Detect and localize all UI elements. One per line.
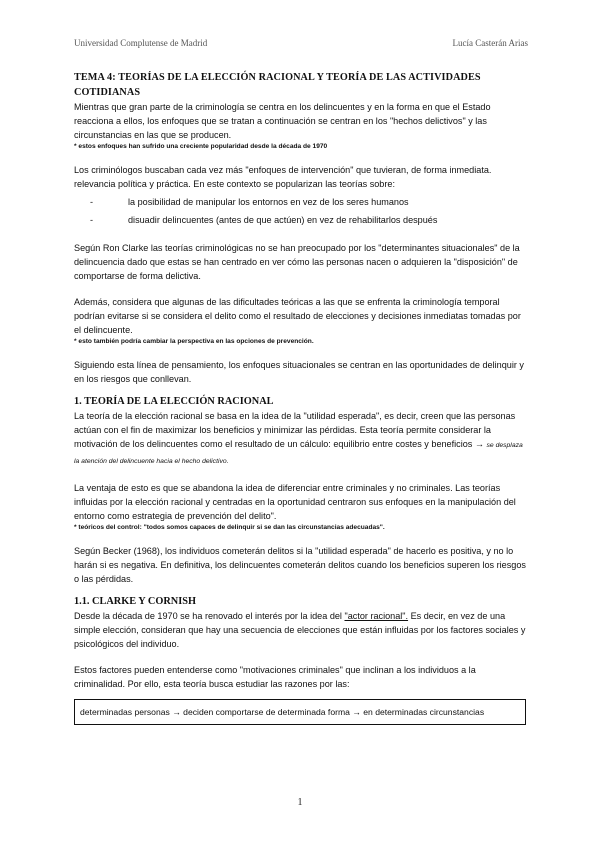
section-1-italic-note: se desplaza la atención del delincuente hacia el hecho delictivo. [74, 442, 523, 465]
page-title: TEMA 4: TEORÍAS DE LA ELECCIÓN RACIONAL Y TEORÍA DE LAS ACTIVIDADES COTIDIANAS [74, 72, 481, 98]
section-1-1-paragraph-1 [74, 609, 526, 651]
section-1-1-text-after: Es decir, en vez de una simple elección, consideran que hay una secuencia de elecciones que están influidas por los factores sociales y psicológicos del individuo. [74, 611, 526, 649]
section-1-paragraph-1 [74, 409, 526, 469]
page-content [74, 70, 526, 725]
intro-note-2: * esto también podría cambiar la perspectiva en las opciones de prevención. [74, 338, 314, 345]
section-1-1-text-before: Desde la década de 1970 se ha renovado el interés por la idea del [74, 611, 345, 621]
intro-paragraph-4: Además, considera que algunas de las dificultades teóricas a las que se enfrenta la criminología temporal podrían evitarse si se considera el delito como el resultado de elecciones y decisiones inmediatas tomadas por el delincuente. [74, 297, 521, 335]
section-1-paragraph-3: Según Becker (1968), los individuos cometerán delitos si la "utilidad esperada" de hacerlo es positiva, y no lo harán si es negativa. En definitiva, los delincuentes cometerán delitos cuando los beneficios superen los riesgos o las pérdidas. [74, 546, 526, 584]
section-1-1-paragraph-2: Estos factores pueden entenderse como "motivaciones criminales" que inclinan a los individuos a la criminalidad. Por ello, esta teoría busca estudiar las razones por las: [74, 665, 476, 689]
section-1-heading: 1. TEORÍA DE LA ELECCIÓN RACIONAL [74, 396, 274, 407]
intro-paragraph-5: Siguiendo esta línea de pensamiento, los enfoques situacionales se centran en las oportunidades de delinquir y en los riesgos que conllevan. [74, 360, 524, 384]
list-item: - la posibilidad de manipular los entornos en vez de los seres humanos [90, 197, 409, 207]
intro-paragraph-2: Los criminólogos buscaban cada vez más "enfoques de intervención" que tuvieran, de forma inmediata. relevancia política y práctica. En este contexto se popularizan las teorías sobre: [74, 165, 492, 189]
bullet-text: la posibilidad de manipular los entornos en vez de los seres humanos [128, 197, 409, 207]
section-1-1-heading: 1.1. CLARKE Y CORNISH [74, 596, 196, 607]
header-author: Lucía Casterán Arias [452, 38, 528, 48]
list-item: - disuadir delincuentes (antes de que actúen) en vez de rehabilitarlos después [90, 215, 438, 225]
bullet-text: disuadir delincuentes (antes de que actúen) en vez de rehabilitarlos después [128, 215, 438, 225]
boxed-sequence: determinadas personas → deciden comportarse de determinada forma → en determinadas circunstancias [74, 699, 526, 725]
section-1-paragraph-2: La ventaja de esto es que se abandona la idea de diferenciar entre criminales y no criminales. Las teorías influidas por la elección racional y centradas en la oportunidad centraron sus enfoques en la manipulación del entorno como estrategia de prevención del delito". [74, 483, 516, 521]
section-1-paragraph-1-text: La teoría de la elección racional se basa en la idea de la "utilidad esperada", es decir, creen que las personas actúan con el fin de maximizar los beneficios y minimizar las pérdidas. Esta teoría permite considerar la motivación de los delincuentes como el resultado de un cálculo: equilibrio entre costes y beneficios [74, 411, 516, 449]
intro-paragraph-3: Según Ron Clarke las teorías criminológicas no se han preocupado por los "determinantes situacionales" de la delincuencia dado que estas se han centrado en ver cómo las personas nacen o adquieren la "disposición" de comportarse de forma delictiva. [74, 243, 520, 281]
actor-racional-underlined: "actor racional". [344, 611, 409, 621]
section-1-note: * teóricos del control: "todos somos capaces de delinquir si se dan las circunstancias adecuadas". [74, 524, 385, 531]
header-university: Universidad Complutense de Madrid [74, 38, 208, 48]
intro-paragraph-1: Mientras que gran parte de la criminología se centra en los delincuentes y en la forma en que el Estado reacciona a ellos, los enfoques que se tratan a continuación se centran en los "hechos delictivos" y las circunstancias en las que se producen. [74, 102, 491, 140]
page-number: 1 [297, 797, 303, 808]
intro-note-1: * estos enfoques han sufrido una creciente popularidad desde la década de 1970 [74, 143, 328, 150]
intro-bullet-list [74, 193, 526, 229]
arrow-glyph: → [472, 439, 487, 449]
